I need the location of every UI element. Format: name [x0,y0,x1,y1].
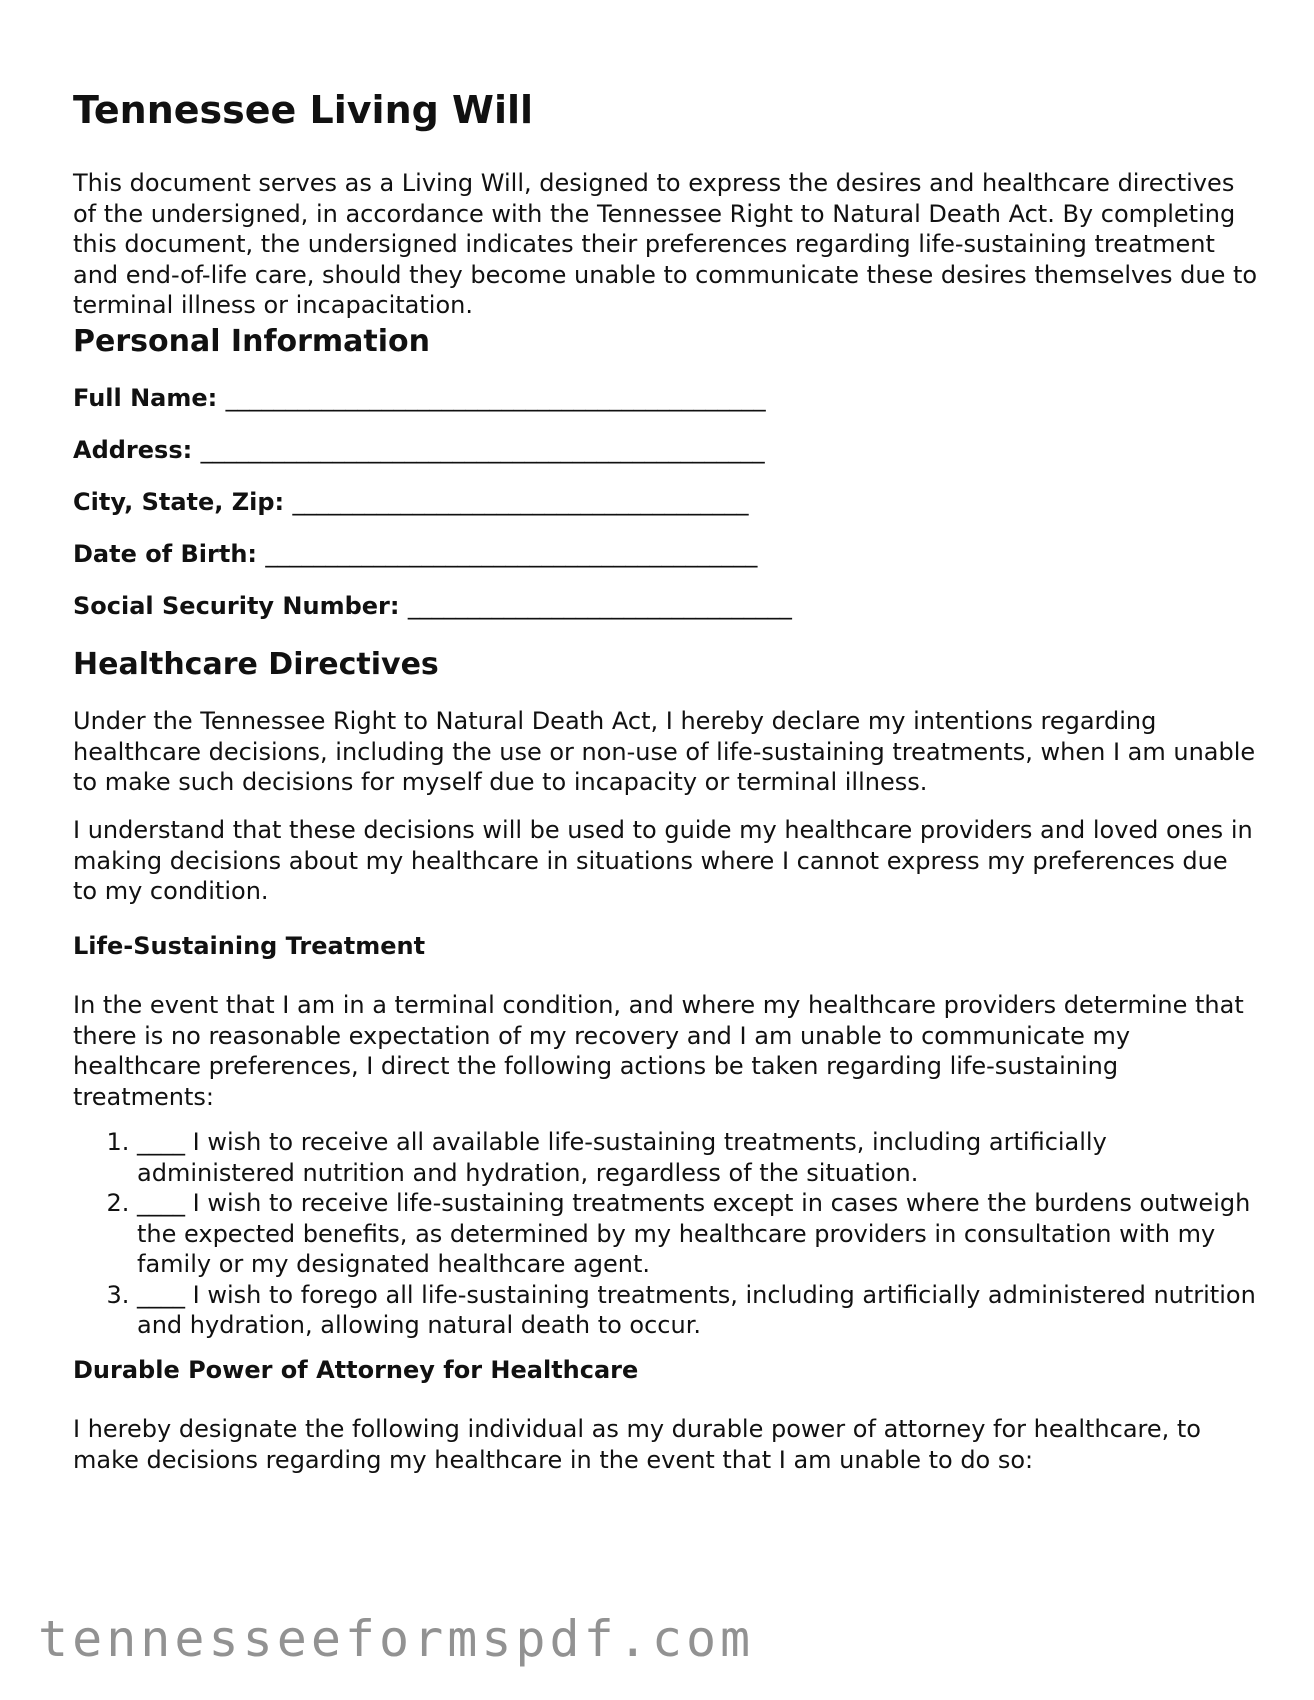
field-label: Date of Birth: [73,540,258,568]
full-name-field[interactable] [73,383,766,413]
treatment-option-3[interactable]: 3. ____ I wish to forego all life-sustaining treatments, including artificially administered nutrition and hydration, allowing natural death to occur. [137,1280,1258,1341]
site-watermark: tennesseeformspdf.com [38,1610,755,1668]
directives-paragraph-1: Under the Tennessee Right to Natural Death Act, I hereby declare my intentions regarding healthcare decisions, including the use or non-use of life-sustaining treatments, when I am unable to make such decisions for myself due to incapacity or terminal illness. [73,707,1256,796]
field-blank[interactable]: _______________________________________________ [200,436,765,464]
life-sustaining-paragraph: In the event that I am in a terminal condition, and where my healthcare providers determine that there is no reasonable expectation of my recovery and I am unable to communicate my healthcare preferences, I direct the following actions be taken regarding life-sustaining treatments: [73,991,1244,1111]
ssn-field[interactable] [73,591,792,621]
intro-paragraph: This document serves as a Living Will, designed to express the desires and healthcare directives of the undersigned, in accordance with the Tennessee Right to Natural Death Act. By completing this document, the undersigned indicates their preferences regarding life-sustaining treatment and end-of-life care, should they become unable to communicate these desires themselves due to terminal illness or incapacitation. [73,169,1258,319]
field-blank[interactable]: _____________________________________________ [225,384,766,412]
treatment-options-list [73,1127,1258,1341]
city-state-zip-field[interactable] [73,487,749,517]
field-blank[interactable]: ________________________________ [407,592,792,620]
field-label: City, State, Zip: [73,488,285,516]
field-label: Social Security Number: [73,592,400,620]
field-blank[interactable]: _________________________________________ [265,540,758,568]
personal-info-heading: Personal Information [73,324,430,359]
treatment-option-2[interactable]: 2. ____ I wish to receive life-sustaining treatments except in cases where the burdens outweigh the expected benefits, as determined by my healthcare providers in consultation with my family or my designated healthcare agent. [137,1188,1258,1280]
life-sustaining-heading: Life-Sustaining Treatment [73,932,426,960]
poa-paragraph: I hereby designate the following individual as my durable power of attorney for healthcare, to make decisions regarding my healthcare in the event that I am unable to do so: [73,1415,1201,1474]
healthcare-directives-heading: Healthcare Directives [73,647,439,682]
treatment-option-1[interactable]: 1. ____ I wish to receive all available life-sustaining treatments, including artificially administered nutrition and hydration, regardless of the situation. [137,1127,1258,1188]
field-blank[interactable]: ______________________________________ [292,488,749,516]
date-of-birth-field[interactable] [73,539,757,569]
directives-paragraph-2: I understand that these decisions will be used to guide my healthcare providers and loved ones in making decisions about my healthcare in situations where I cannot express my preferences due to my condition. [73,816,1253,905]
field-label: Address: [73,436,193,464]
page-title: Tennessee Living Will [73,88,534,132]
address-field[interactable] [73,435,765,465]
poa-heading: Durable Power of Attorney for Healthcare [73,1356,639,1384]
field-label: Full Name: [73,384,218,412]
